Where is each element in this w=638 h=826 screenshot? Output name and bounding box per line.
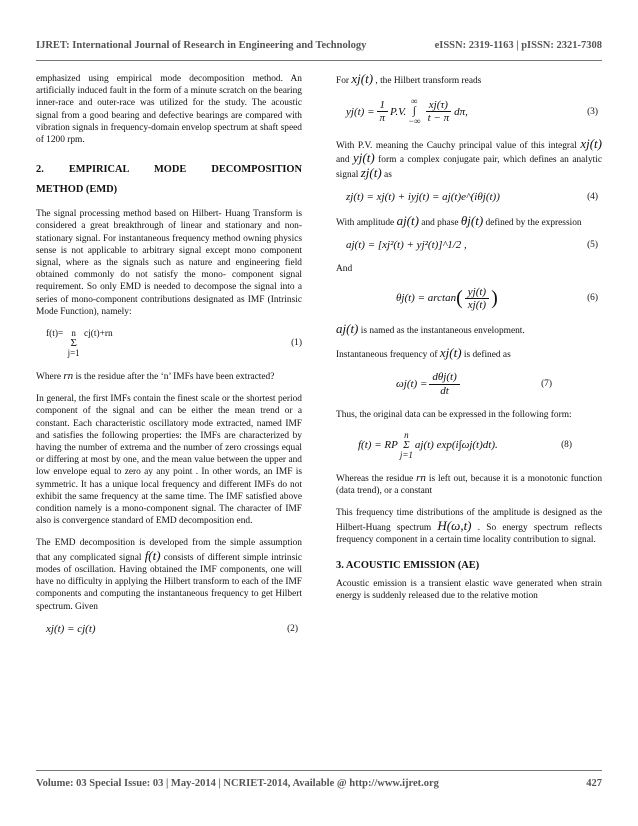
paragraph-intro: emphasized using empirical mode decomposition method. An artificially induced fault in the form of a minute scratch on the bearing inner-race and outer-race was utilized for the study. The acoustic signal from a good bearing and defective bearings are compared with vibration signals in frequency-domain envelop spectrum at shaft speed of 1200 rpm. [36, 74, 302, 146]
paragraph-cauchy: With P.V. meaning the Cauchy principal value of this integral xj(t) and yj(t) form a complex conjugate pair, which defines an analytic signal zj(t) as [336, 136, 603, 180]
equation-1: f(t)= n Σ j=1 cj(t)+rn (1) [46, 328, 302, 359]
header-rule [36, 60, 602, 61]
equation-5: aj(t) = [xj²(t) + yj²(t)]^1/2 , (5) [346, 239, 598, 252]
paragraph-original-data: Thus, the original data can be expressed in the following form: [336, 409, 572, 420]
journal-issn: eISSN: 2319-1163 | pISSN: 2321-7308 [434, 40, 602, 51]
equation-7: ωj(t) = $\frac{\text{dθj(t)}}{dt}$ (7) [396, 371, 552, 397]
page-number: 427 [586, 778, 602, 789]
paragraph-residue-left-out: Whereas the residue rn is left out, because it is a monotonic function (data trend), or a constant [336, 472, 603, 497]
equation-6: θj(t) = arctan ( $\frac{yj(t)}{xj(t)}$ ) (6) [396, 285, 598, 311]
equation-3: yj(t) = $\frac{1}{\pi}$ P.V. ∞ ∫ −∞ $\frac{xj(\tau)}{t - \pi}$ dπ, (3) [346, 96, 598, 127]
paragraph-hilbert-intro: For xj(t) , the Hilbert transform reads [336, 71, 482, 86]
right-column [336, 73, 602, 613]
paragraph-and: And [336, 264, 353, 275]
journal-title: IJRET: International Journal of Research in Engineering and Technology [36, 40, 367, 51]
footer-rule [36, 770, 602, 771]
equation-2: xj(t) = cj(t) (2) [46, 622, 298, 635]
footer-volume: Volume: 03 Special Issue: 03 | May-2014 | NCRIET-2014, Available @ http://www.ijret.org [36, 778, 439, 789]
journal-footer [36, 778, 602, 789]
paragraph-emd-intro: The signal processing method based on Hilbert- Huang Transform is considered a great breakthrough of linear and stationary and non- stationary signal. For instantaneous frequency method owning physics sense is not applicable to arbitrary signal except mono component signal, where as the signals such as nature and engineering field obtained commonly do not satisfy the mono- component signal requirement. So only EMD is needed to decompose the signal into a series of mono-component contributions designated as IMF (Intrinsic Mode Function), namely: [36, 209, 302, 317]
equation-1-number: (1) [291, 337, 302, 348]
left-column [36, 73, 302, 647]
paragraph-emd-assumption: The EMD decomposition is developed from the simple assumption that any complicated signal f(t) consists of different simple intrinsic modes of oscillation. Having obtained the IMF components, one will have no difficulty in applying the Hilbert transform to each of the IMF components and computing the instantaneous frequency to get Hilbert spectrum. Given [36, 538, 302, 612]
paragraph-inst-frequency: Instantaneous frequency of xj(t) is defined as [336, 345, 511, 361]
paragraph-amplitude: With amplitude aj(t) and phase θj(t) defined by the expression [336, 213, 582, 229]
journal-header [36, 40, 602, 51]
paragraph-residue: Where rn is the residue after the ‘n’ IMFs have been extracted? [36, 370, 275, 383]
equation-8: f(t) = RP n Σ j=1 aj(t) exp(i∫ωj(t)dt). (8) [358, 430, 572, 461]
paragraph-imf-properties: In general, the first IMFs contain the finest scale or the shortest period component of the signal and can be either the mean trend or a constant. Each characteristic oscillatory mode extracted, named IMF and satisfies the following properties: the IMFs are characterized by having the number of extrema and the number of zero crossings equal or differing at most by one, and the mean value between the upper and low envelope equal to zero ay any point . In other words, an IMF is symmetric. It has a unique local frequency and different IMFs do not exhibit the same frequency at the same time. The IMF satisfied above condition namely is a mono-component signal. The character of IMF also is convergence standard of EMD decomposition end. [36, 394, 302, 527]
section-3-heading: 3. ACOUSTIC EMISSION (AE) [336, 560, 480, 572]
paragraph-hhs: This frequency time distributions of the amplitude is designed as the Hilbert-Huang spectrum H(ω,t) . So energy spectrum reflects frequency component in a certain time locality contribution to signal. [336, 508, 602, 545]
paragraph-envelopment: aj(t) is named as the instantaneous envelopment. [336, 321, 525, 337]
section-2-heading-line2: METHOD (EMD) [36, 184, 118, 196]
paragraph-acoustic-emission: Acoustic emission is a transient elastic wave generated when strain energy is suddenly released due to the relative motion [336, 579, 602, 602]
equation-4: zj(t) = xj(t) + iyj(t) = aj(t)e^(iθj(t)) (4) [346, 190, 598, 203]
section-2-heading: 2. EMPIRICAL MODE DECOMPOSITION [36, 164, 302, 176]
